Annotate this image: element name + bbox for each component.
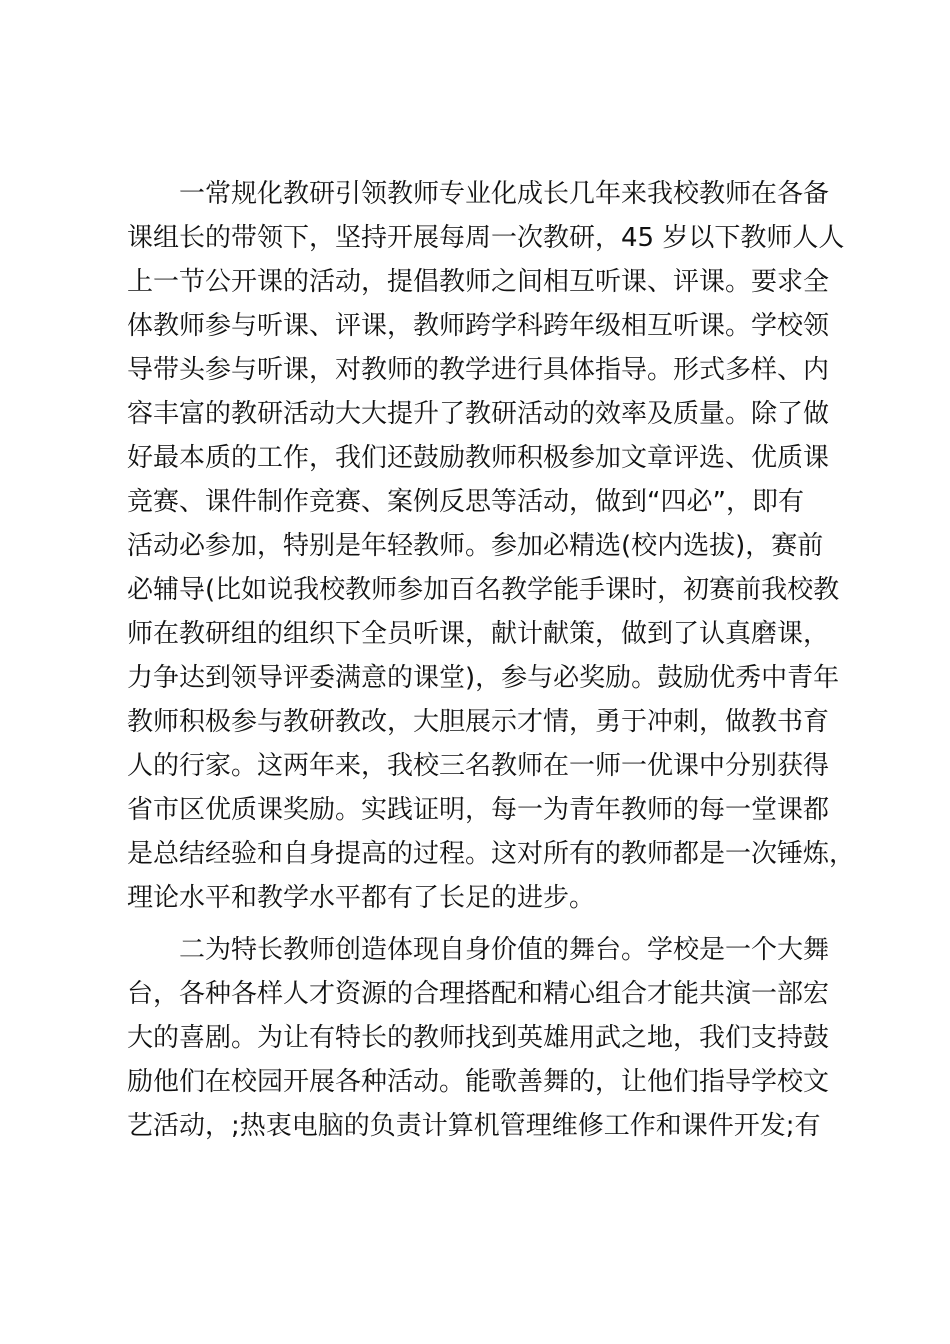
text-line: 导带头参与听课，对教师的教学进行具体指导。形式多样、内 <box>127 355 830 385</box>
text-line: 上一节公开课的活动，提倡教师之间相互听课、评课。要求全 <box>127 267 830 297</box>
document-body <box>127 172 856 1148</box>
paragraph-1 <box>127 172 856 920</box>
text-line: 省市区优质课奖励。实践证明，每一为青年教师的每一堂课都 <box>127 795 830 825</box>
text-line: 好最本质的工作，我们还鼓励教师积极参加文章评选、优质课 <box>127 443 830 473</box>
text-line: 教师积极参与教研教改，大胆展示才情，勇于冲刺，做教书育 <box>127 707 830 737</box>
text-line: 师在教研组的组织下全员听课，献计献策，做到了认真磨课， <box>127 619 830 649</box>
text-line: 一常规化教研引领教师专业化成长几年来我校教师在各备 <box>179 179 830 209</box>
text-line: 竞赛、课件制作竞赛、案例反思等活动，做到“四必”，即有 <box>127 487 804 517</box>
text-line: 艺活动，;热衷电脑的负责计算机管理维修工作和课件开发;有 <box>127 1111 821 1141</box>
text-line: 理论水平和教学水平都有了长足的进步。 <box>127 883 596 913</box>
text-line: 励他们在校园开展各种活动。能歌善舞的，让他们指导学校文 <box>127 1067 830 1097</box>
text-line: 必辅导(比如说我校教师参加百名教学能手课时，初赛前我校教 <box>127 575 840 605</box>
text-line: 课组长的带领下，坚持开展每周一次教研，45 岁以下教师人人 <box>127 223 845 253</box>
text-line: 大的喜剧。为让有特长的教师找到英雄用武之地，我们支持鼓 <box>127 1023 830 1053</box>
text-line: 是总结经验和自身提高的过程。这对所有的教师都是一次锤炼， <box>127 839 856 869</box>
text-line: 体教师参与听课、评课，教师跨学科跨年级相互听课。学校领 <box>127 311 830 341</box>
text-line: 台，各种各样人才资源的合理搭配和精心组合才能共演一部宏 <box>127 979 830 1009</box>
paragraph-2 <box>127 928 833 1148</box>
text-line: 活动必参加，特别是年轻教师。参加必精选(校内选拔)，赛前 <box>127 531 824 561</box>
text-line: 力争达到领导评委满意的课堂)，参与必奖励。鼓励优秀中青年 <box>127 663 840 693</box>
text-line: 容丰富的教研活动大大提升了教研活动的效率及质量。除了做 <box>127 399 830 429</box>
text-line: 二为特长教师创造体现自身价值的舞台。学校是一个大舞 <box>179 935 830 965</box>
text-line: 人的行家。这两年来，我校三名教师在一师一优课中分别获得 <box>127 751 830 781</box>
